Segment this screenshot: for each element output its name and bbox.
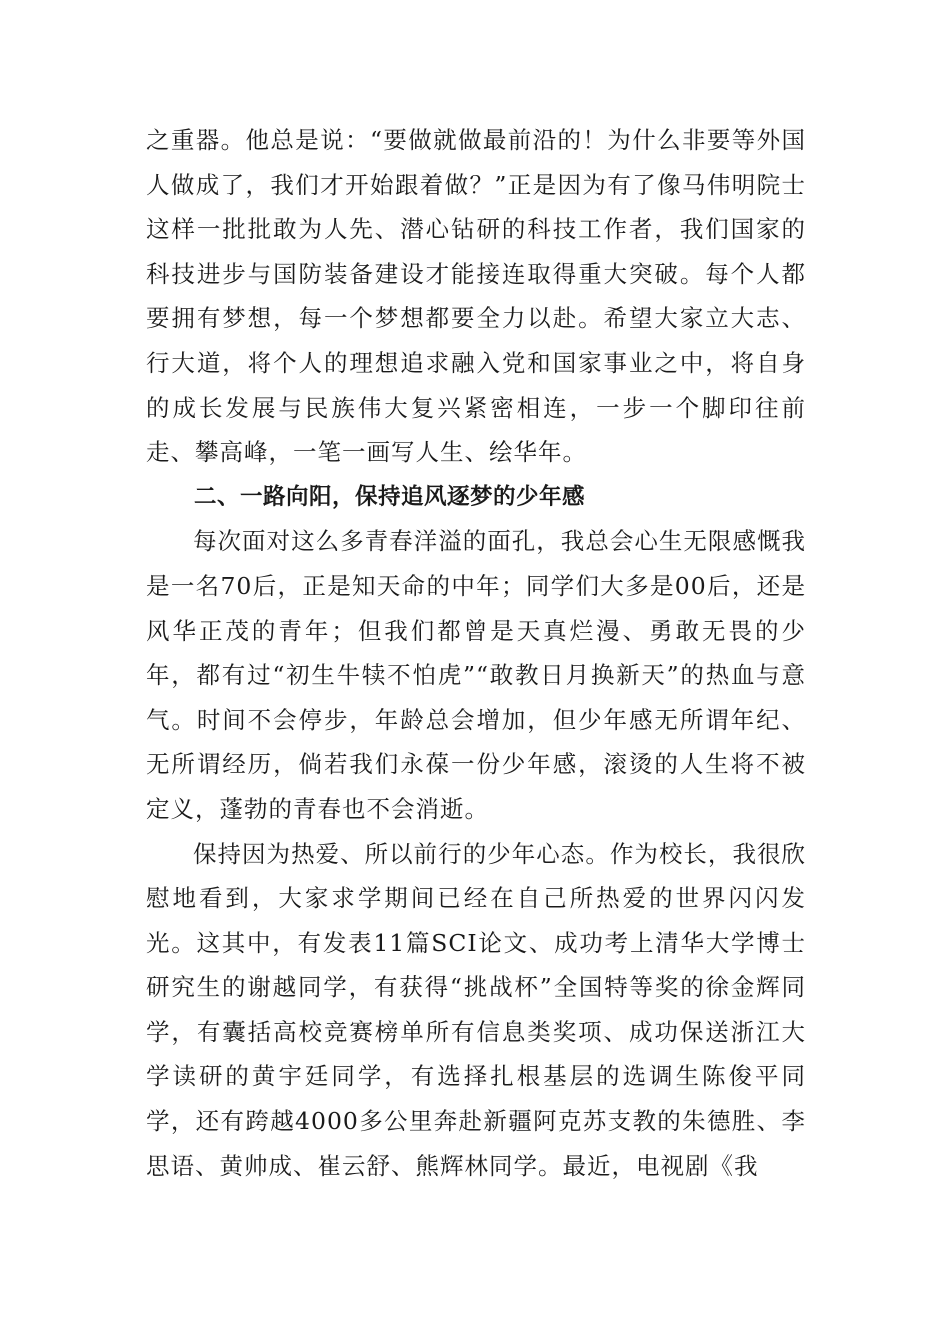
paragraph-body-1: 每次面对这么多青春洋溢的面孔，我总会心生无限感慨我是一名70后，正是知天命的中年；同学们大多是00后，还是风华正茂的青年；但我们都曾是天真烂漫、勇敢无畏的少年，都有过“初生牛犊不怕虎”“敢教日月换新天”的热血与意气。时间不会停步，年龄总会增加，但少年感无所谓年纪、无所谓经历，倘若我们永葆一份少年感，滚烫的人生将不被定义，蓬勃的青春也不会消逝。: [146, 527, 806, 823]
paragraph-continuation: 之重器。他总是说：“要做就做最前沿的！为什么非要等外国人做成了，我们才开始跟着做？”正是因为有了像马伟明院士这样一批批敢为人先、潜心钻研的科技工作者，我们国家的科技进步与国防装备建设才能接连取得重大突破。每个人都要拥有梦想，每一个梦想都要全力以赴。希望大家立大志、行大道，将个人的理想追求融入党和国家事业之中，将自身的成长发展与民族伟大复兴紧密相连，一步一个脚印往前走、攀高峰，一笔一画写人生、绘华年。: [146, 126, 806, 467]
paragraph-body-2: 保持因为热爱、所以前行的少年心态。作为校长，我很欣慰地看到，大家求学期间已经在自己所热爱的世界闪闪发光。这其中，有发表11篇SCI论文、成功考上清华大学博士研究生的谢越同学，有获得“挑战杯”全国特等奖的徐金辉同学，有囊括高校竞赛榜单所有信息类奖项、成功保送浙江大学读研的黄宇廷同学，有选择扎根基层的选调生陈俊平同学，还有跨越4000多公里奔赴新疆阿克苏支教的朱德胜、李思语、黄帅成、崔云舒、熊辉林同学。最近，电视剧《我: [146, 839, 806, 1180]
document-page: [146, 118, 806, 1188]
section-heading: 二、一路向阳，保持追风逐梦的少年感: [194, 483, 586, 510]
